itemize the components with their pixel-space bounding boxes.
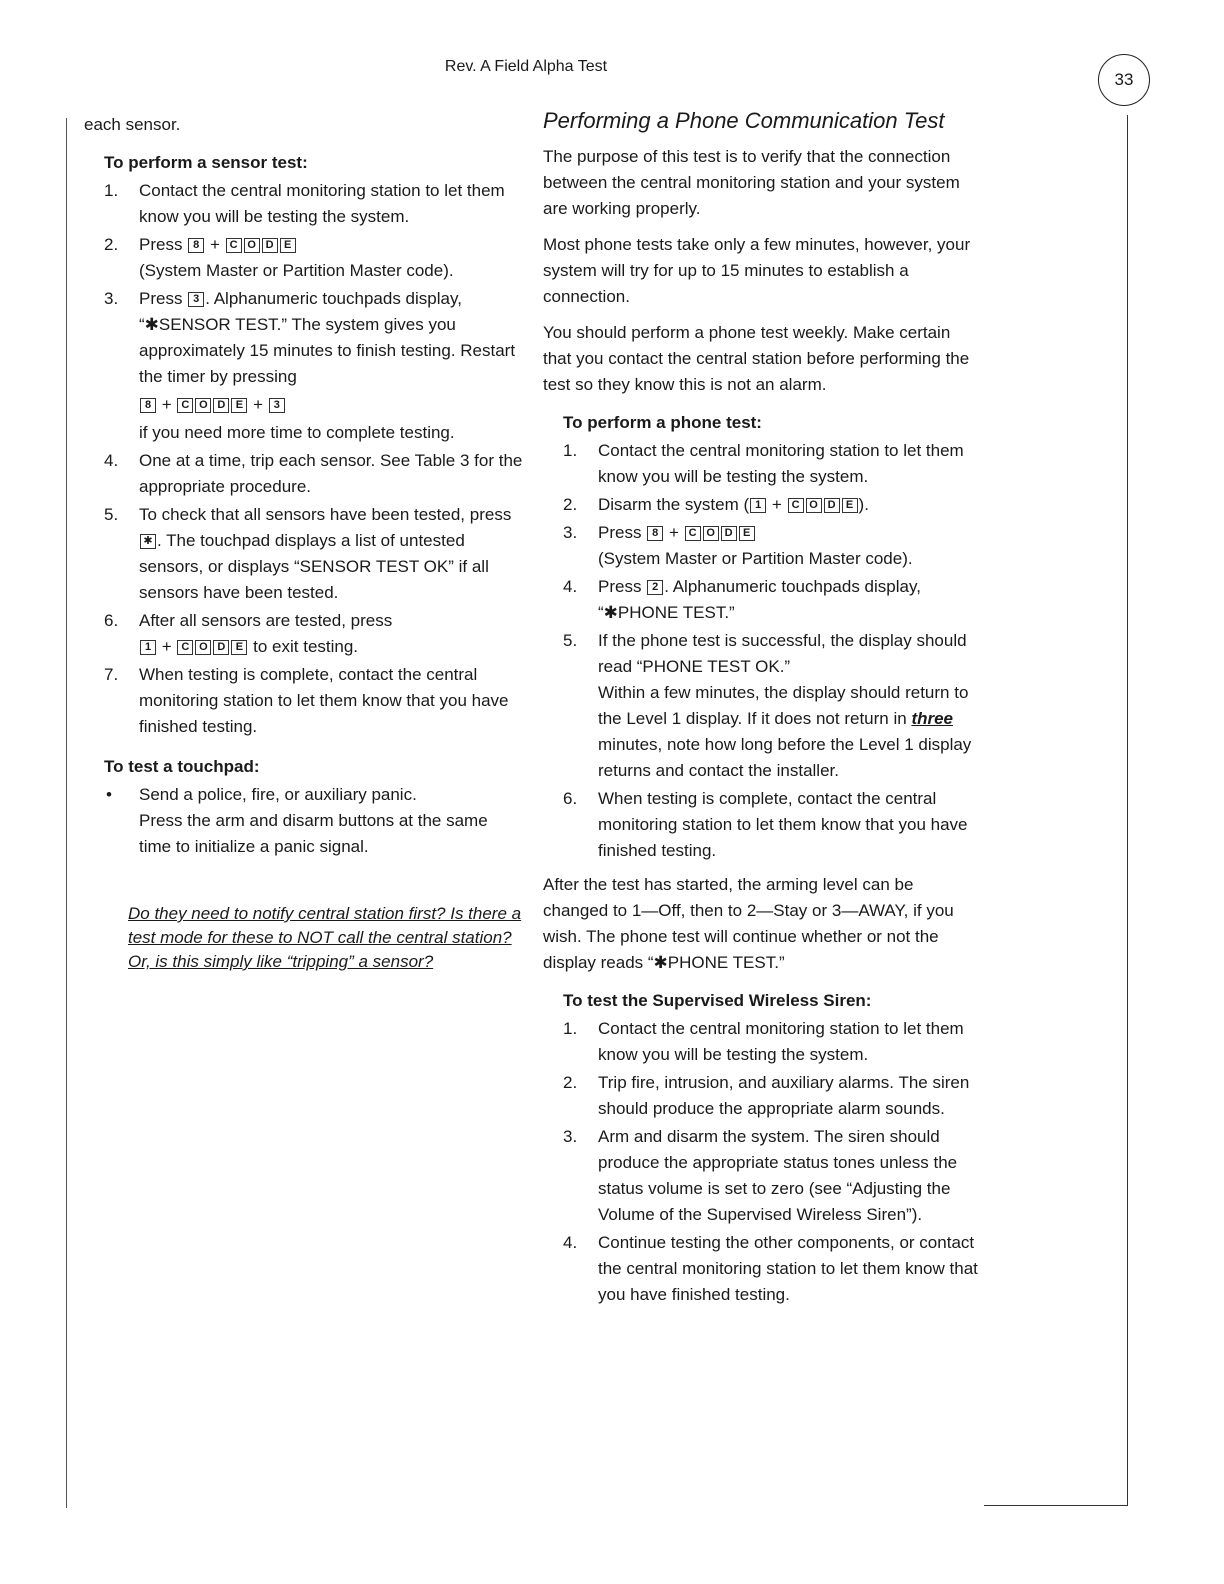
star-key-icon: ✱ bbox=[140, 534, 156, 549]
plus-sign: + bbox=[161, 395, 172, 414]
step-text: Press bbox=[598, 577, 642, 596]
siren-test-steps bbox=[543, 1016, 983, 1308]
emphasis: three bbox=[911, 709, 954, 728]
right-column bbox=[543, 108, 983, 1310]
key-c-icon: C bbox=[685, 526, 701, 541]
step-text: minutes, note how long before the Level 1 display returns and contact the installer. bbox=[598, 735, 972, 780]
plus-sign: + bbox=[771, 495, 782, 514]
list-item bbox=[543, 1124, 983, 1228]
paragraph: Most phone tests take only a few minutes, however, your system will try for up to 15 minutes to establish a connection. bbox=[543, 235, 971, 306]
key-3-icon: 3 bbox=[269, 398, 285, 413]
step-number: 7. bbox=[104, 665, 119, 684]
key-c-icon: C bbox=[226, 238, 242, 253]
key-8-icon: 8 bbox=[140, 398, 156, 413]
key-e-icon: E bbox=[280, 238, 296, 253]
key-e-icon: E bbox=[231, 640, 247, 655]
phone-test-steps bbox=[543, 438, 983, 864]
step-text: Press bbox=[598, 523, 642, 542]
key-e-icon: E bbox=[231, 398, 247, 413]
plus-sign: + bbox=[668, 523, 679, 542]
left-column bbox=[84, 112, 524, 860]
step-number: 5. bbox=[104, 505, 119, 524]
step-number: 1. bbox=[104, 181, 119, 200]
key-sequence bbox=[139, 392, 524, 418]
step-number: 5. bbox=[563, 631, 578, 650]
key-d-icon: D bbox=[721, 526, 737, 541]
key-8-icon: 8 bbox=[188, 238, 204, 253]
list-item bbox=[543, 492, 983, 518]
step-text: . Alphanumeric touchpads display, “✱PHONE TEST.” bbox=[598, 577, 921, 622]
step-number: 4. bbox=[563, 1233, 578, 1252]
key-o-icon: O bbox=[703, 526, 719, 541]
sensor-test-steps bbox=[84, 178, 524, 740]
key-c-icon: C bbox=[177, 640, 193, 655]
step-text: Disarm the system ( bbox=[598, 495, 750, 514]
plus-sign: + bbox=[253, 395, 264, 414]
key-d-icon: D bbox=[262, 238, 278, 253]
step-subtext: (System Master or Partition Master code). bbox=[598, 549, 913, 568]
key-sequence bbox=[139, 634, 524, 660]
key-d-icon: D bbox=[213, 640, 229, 655]
step-number: 6. bbox=[563, 789, 578, 808]
step-number: 3. bbox=[563, 523, 578, 542]
step-number: 1. bbox=[563, 1019, 578, 1038]
step-text: When testing is complete, contact the central monitoring station to let them know that you have finished testing. bbox=[598, 789, 968, 860]
list-item bbox=[84, 502, 524, 606]
step-text: One at a time, trip each sensor. See Table 3 for the appropriate procedure. bbox=[139, 451, 523, 496]
touchpad-test-heading: To test a touchpad: bbox=[104, 757, 260, 776]
phone-test-heading: To perform a phone test: bbox=[563, 413, 762, 432]
paragraph: The purpose of this test is to verify that the connection between the central monitoring station and your system are working properly. bbox=[543, 147, 960, 218]
paragraph: After the test has started, the arming level can be changed to 1—Off, then to 2—Stay or 3—AWAY, if you wish. The phone test will continue whether or not the display reads “✱PHONE TEST.” bbox=[543, 875, 954, 972]
key-1-icon: 1 bbox=[750, 498, 766, 513]
step-number: 2. bbox=[104, 235, 119, 254]
step-text: Contact the central monitoring station to let them know you will be testing the system. bbox=[139, 181, 505, 226]
step-text: Trip fire, intrusion, and auxiliary alarms. The siren should produce the appropriate alarm sounds. bbox=[598, 1073, 970, 1118]
list-item bbox=[84, 232, 524, 284]
step-text: Contact the central monitoring station to let them know you will be testing the system. bbox=[598, 1019, 964, 1064]
running-header: Rev. A Field Alpha Test bbox=[444, 58, 608, 75]
key-o-icon: O bbox=[806, 498, 822, 513]
list-item bbox=[543, 1230, 983, 1308]
lead-text: each sensor. bbox=[84, 115, 181, 134]
step-text: to exit testing. bbox=[253, 637, 359, 656]
list-item bbox=[543, 786, 983, 864]
step-number: 4. bbox=[104, 451, 119, 470]
plus-sign: + bbox=[209, 235, 220, 254]
bottom-rule bbox=[984, 1505, 1128, 1506]
list-item bbox=[84, 286, 524, 446]
step-text: . The touchpad displays a list of untested sensors, or displays “SENSOR TEST OK” if all sensors have been tested. bbox=[139, 531, 489, 602]
paragraph: You should perform a phone test weekly. Make certain that you contact the central station before performing the test so they know this is not an alarm. bbox=[543, 323, 970, 394]
step-number: 2. bbox=[563, 495, 578, 514]
key-d-icon: D bbox=[824, 498, 840, 513]
step-text: Press bbox=[139, 289, 183, 308]
bullet-text: Press the arm and disarm buttons at the same time to initialize a panic signal. bbox=[139, 811, 488, 856]
key-c-icon: C bbox=[788, 498, 804, 513]
step-text: After all sensors are tested, press bbox=[139, 611, 393, 630]
step-text: Continue testing the other components, or contact the central monitoring station to let them know that you have finished testing. bbox=[598, 1233, 978, 1304]
step-text: Within a few minutes, the display should return to the Level 1 display. If it does not return in bbox=[598, 683, 969, 728]
step-text: If the phone test is successful, the display should read “PHONE TEST OK.” bbox=[598, 631, 967, 676]
step-text: When testing is complete, contact the central monitoring station to let them know that you have finished testing. bbox=[139, 665, 509, 736]
step-text: . Alphanumeric touchpads display, “✱SENSOR TEST.” The system gives you approximately 15 minutes to finish testing. Restart the timer by pressing bbox=[139, 289, 516, 386]
key-3-icon: 3 bbox=[188, 292, 204, 307]
list-item bbox=[84, 782, 524, 860]
step-text: Press bbox=[139, 235, 183, 254]
list-item bbox=[84, 178, 524, 230]
sensor-test-heading: To perform a sensor test: bbox=[104, 153, 308, 172]
step-subtext: (System Master or Partition Master code). bbox=[139, 261, 454, 280]
step-number: 2. bbox=[563, 1073, 578, 1092]
step-text: To check that all sensors have been tested, press bbox=[139, 505, 512, 524]
list-item bbox=[84, 662, 524, 740]
step-number: 1. bbox=[563, 441, 578, 460]
key-o-icon: O bbox=[195, 640, 211, 655]
list-item bbox=[543, 628, 983, 784]
key-2-icon: 2 bbox=[647, 580, 663, 595]
right-margin-rule bbox=[1127, 115, 1128, 1505]
list-item bbox=[543, 574, 983, 626]
bullet-text: Send a police, fire, or auxiliary panic. bbox=[139, 785, 417, 804]
list-item bbox=[543, 1016, 983, 1068]
page-number: 33 bbox=[1098, 54, 1150, 106]
step-number: 3. bbox=[563, 1127, 578, 1146]
step-number: 3. bbox=[104, 289, 119, 308]
list-item bbox=[543, 1070, 983, 1122]
left-margin-rule bbox=[66, 118, 67, 1508]
key-o-icon: O bbox=[244, 238, 260, 253]
step-subtext: if you need more time to complete testing. bbox=[139, 423, 455, 442]
key-e-icon: E bbox=[739, 526, 755, 541]
list-item bbox=[543, 520, 983, 572]
list-item bbox=[84, 448, 524, 500]
step-text: Arm and disarm the system. The siren should produce the appropriate status tones unless the status volume is set to zero (see “Adjusting the Volume of the Supervised Wireless Siren”). bbox=[598, 1127, 958, 1224]
step-number: 4. bbox=[563, 577, 578, 596]
key-o-icon: O bbox=[195, 398, 211, 413]
plus-sign: + bbox=[161, 637, 172, 656]
list-item bbox=[84, 608, 524, 660]
editor-note: Do they need to notify central station first? Is there a test mode for these to NOT call the central station? Or, is this simply like “tripping” a sensor? bbox=[128, 904, 522, 971]
step-number: 6. bbox=[104, 611, 119, 630]
siren-test-heading: To test the Supervised Wireless Siren: bbox=[563, 991, 872, 1010]
step-text: Contact the central monitoring station to let them know you will be testing the system. bbox=[598, 441, 964, 486]
touchpad-test-list bbox=[84, 782, 524, 860]
bullet: • bbox=[106, 785, 112, 804]
key-d-icon: D bbox=[213, 398, 229, 413]
step-text: ). bbox=[858, 495, 869, 514]
list-item bbox=[543, 438, 983, 490]
key-8-icon: 8 bbox=[647, 526, 663, 541]
key-e-icon: E bbox=[842, 498, 858, 513]
key-c-icon: C bbox=[177, 398, 193, 413]
section-title: Performing a Phone Communication Test bbox=[543, 108, 945, 133]
key-1-icon: 1 bbox=[140, 640, 156, 655]
